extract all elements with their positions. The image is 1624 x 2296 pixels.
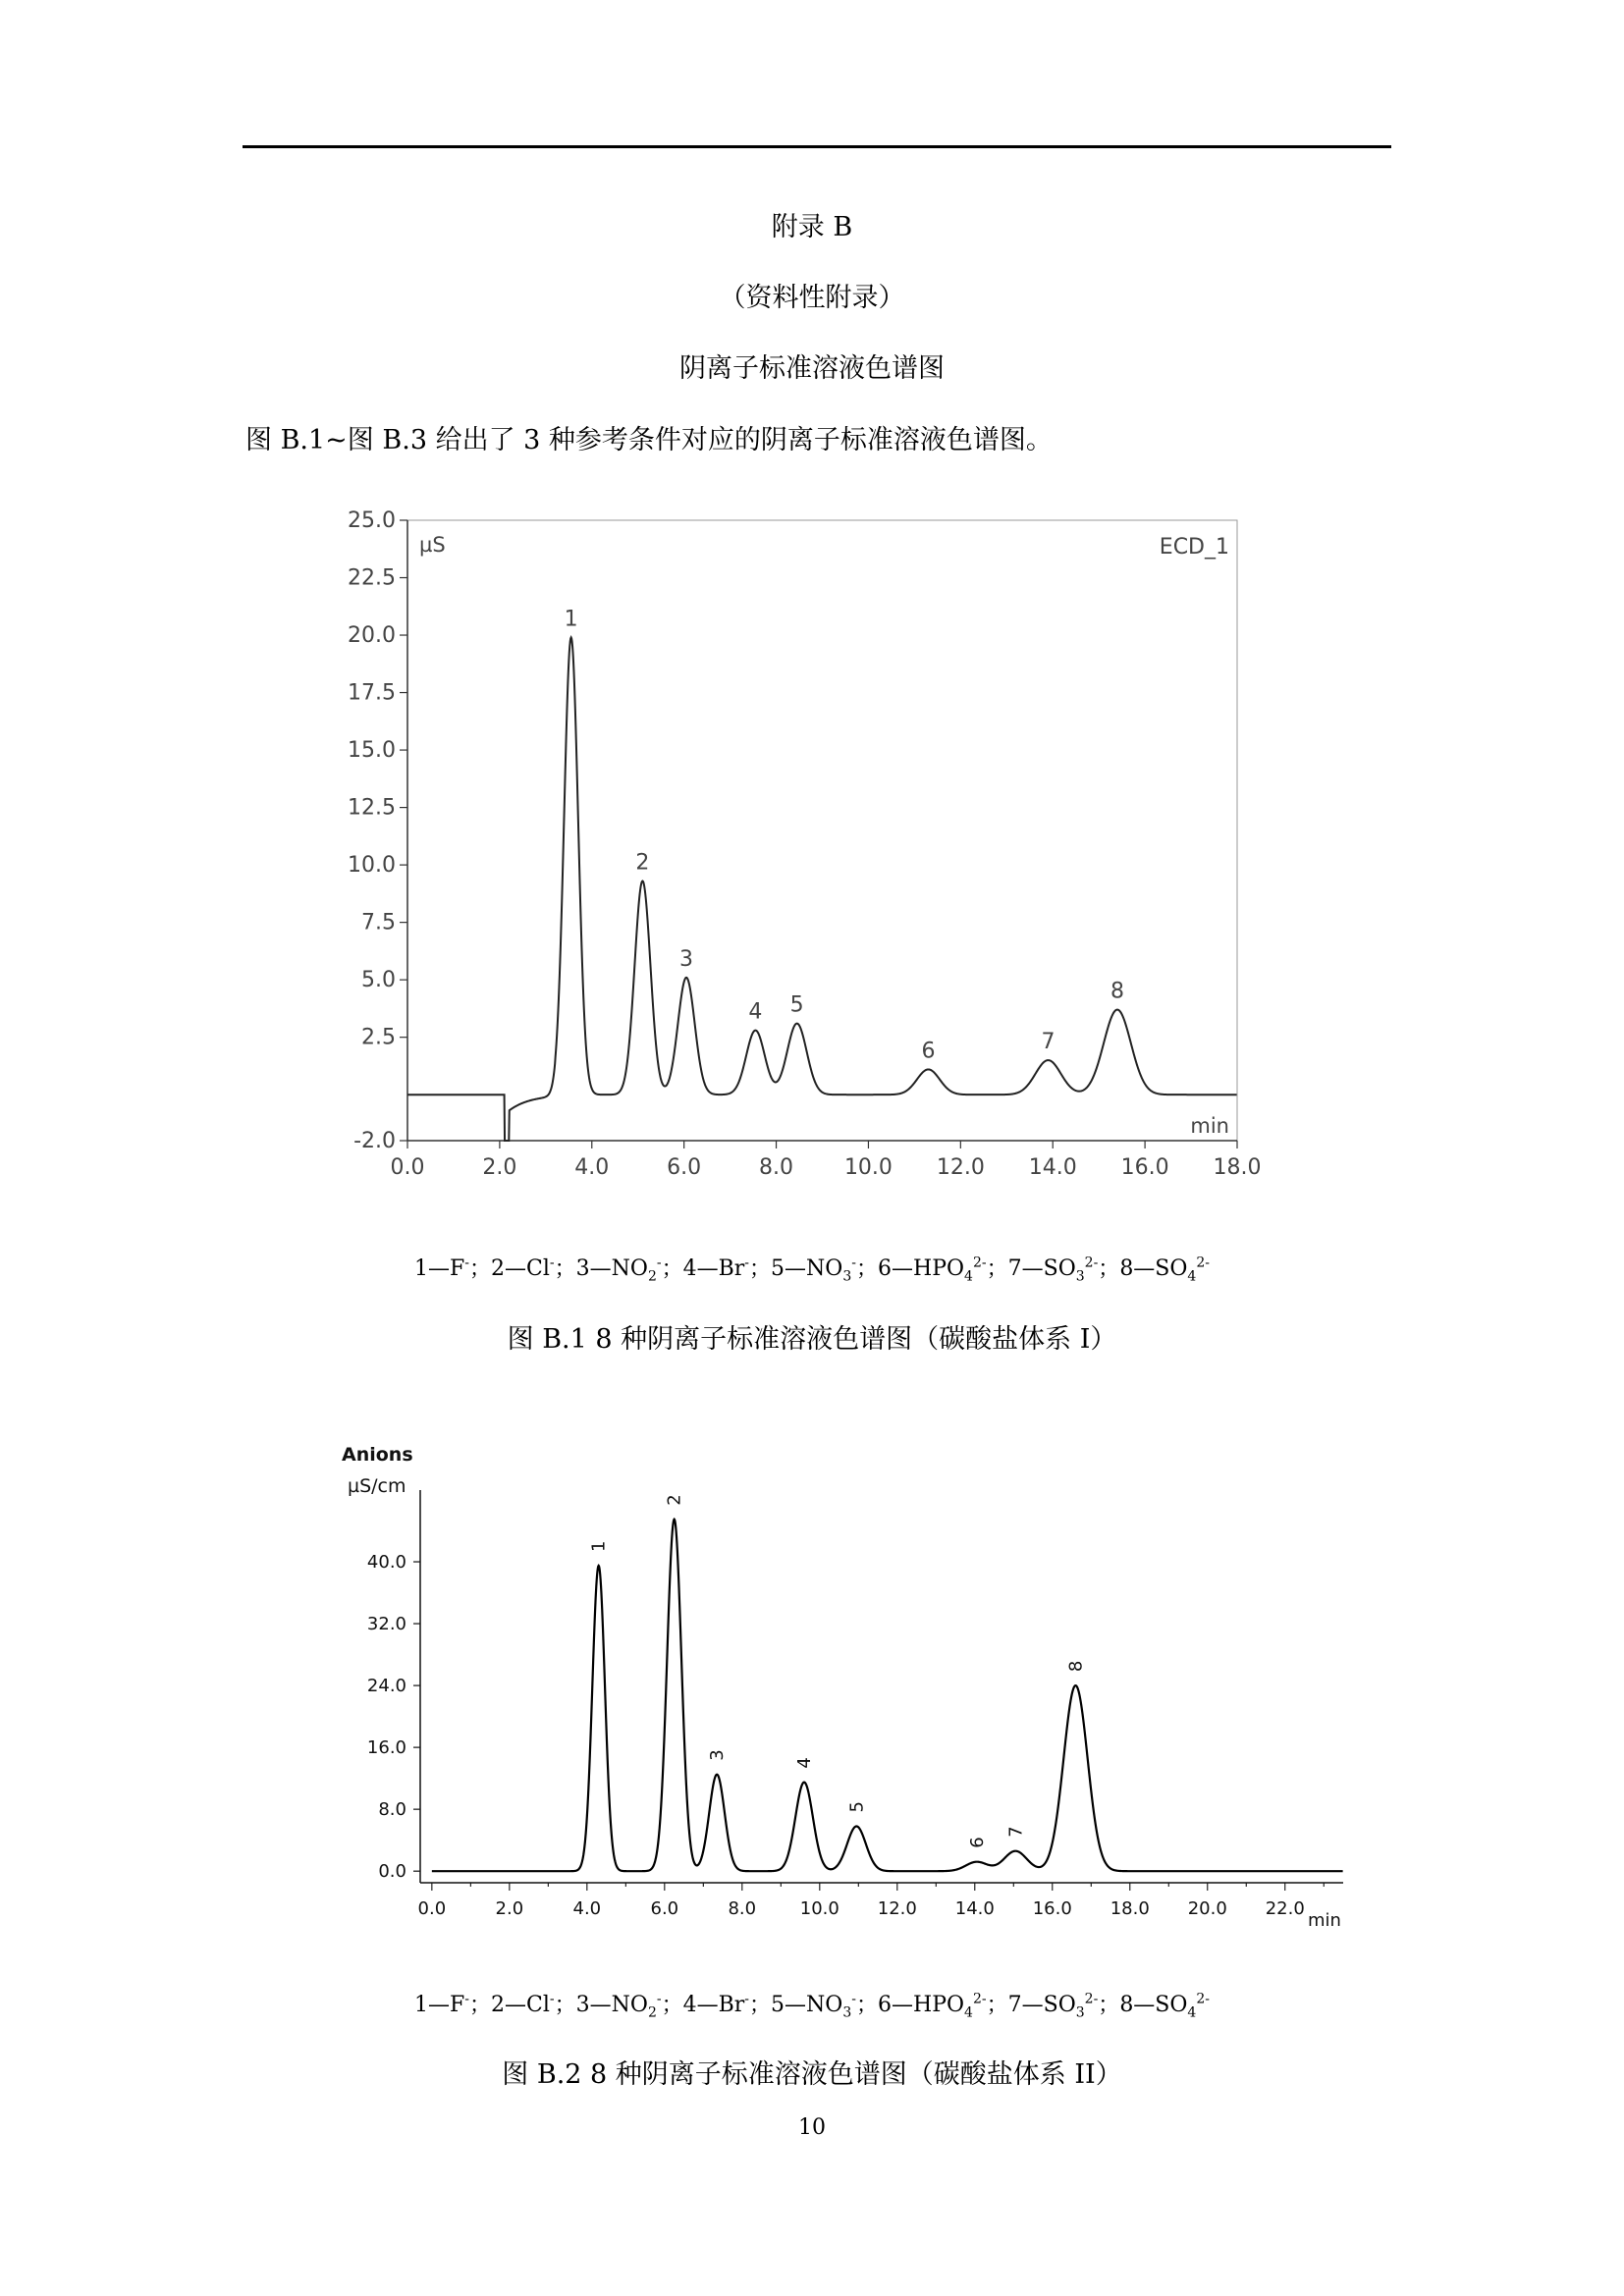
y-tick-label: 15.0 [348,738,396,764]
appendix-heading: 阴离子标准溶液色谱图 [679,353,945,384]
legend-separator: ； [661,1256,683,1282]
y-tick-label: 40.0 [366,1552,406,1574]
y-tick-label: 12.5 [348,795,396,821]
legend-separator: ； [661,1993,683,2018]
legend-item: 4—Br- [682,1992,750,2018]
x-tick-label: 8.0 [759,1155,794,1180]
x-tick-label: 4.0 [574,1155,610,1180]
peak-label: 6 [921,1039,936,1064]
peak-label: 3 [707,1749,729,1761]
legend-item: 1—F- [414,1255,469,1282]
x-tick-label: 16.0 [1120,1155,1169,1180]
x-tick-label: 6.0 [650,1898,679,1919]
legend-separator: ； [1098,1256,1120,1282]
legend-item: $5—NO_3^-$ [771,1992,856,2021]
plot-frame [407,520,1237,1141]
x-axis-unit-label: min [1190,1114,1229,1138]
x-tick-label: 2.0 [495,1898,524,1919]
legend-item: $8—SO_4^{2-}$ [1119,1255,1210,1285]
x-tick-label: 6.0 [667,1155,702,1180]
legend-separator: ； [986,1993,1008,2018]
y-tick-label: 20.0 [348,623,396,649]
legend-separator: ； [469,1256,492,1282]
y-axis-unit-label: µS [419,533,446,557]
x-tick-label: 10.0 [843,1155,893,1180]
page-number: 10 [798,2115,826,2140]
legend-separator: ； [749,1993,772,2018]
legend-separator: ； [1098,1993,1120,2018]
y-tick-label: 17.5 [348,680,396,706]
y-tick-label: 32.0 [366,1614,406,1635]
header-rule [243,145,1391,148]
x-tick-label: 8.0 [728,1898,757,1919]
legend-separator: ； [554,1993,576,2018]
legend-item: 1—F- [414,1992,469,2018]
figure-b1-caption: 图 B.1 8 种阴离子标准溶液色谱图（碳酸盐体系 I） [507,1324,1117,1355]
x-tick-label: 22.0 [1265,1898,1305,1919]
chromatogram-figure-b1 [334,501,1296,1207]
legend-item: $3—NO_2^-$ [575,1255,662,1285]
intro-paragraph: 图 B.1~图 B.3 给出了 3 种参考条件对应的阴离子标准溶液色谱图。 [245,425,1053,455]
peak-label: 4 [748,999,763,1025]
y-tick-label: 24.0 [366,1676,406,1697]
legend-item: 4—Br- [682,1255,750,1282]
legend-separator: ； [856,1993,879,2018]
peak-label: 7 [1005,1826,1027,1838]
legend-separator: ； [749,1256,772,1282]
peak-label: 4 [794,1757,816,1769]
y-tick-label: 16.0 [366,1737,406,1759]
x-tick-label: 18.0 [1110,1898,1150,1919]
x-tick-label: 0.0 [417,1898,447,1919]
x-axis-unit-label: min [1308,1910,1341,1931]
chart-title: Anions [342,1444,413,1466]
y-tick-label: 7.5 [361,910,396,935]
legend-separator: ； [856,1256,879,1282]
x-tick-label: 12.0 [936,1155,985,1180]
y-tick-label: 22.5 [348,565,396,591]
y-tick-label: 10.0 [348,853,396,879]
y-tick-label: -2.0 [353,1129,396,1153]
y-tick-label: 2.5 [361,1025,396,1050]
figure-b2-legend [0,1985,1624,2028]
x-tick-label: 14.0 [954,1898,995,1919]
x-tick-label: 4.0 [572,1898,602,1919]
peak-label: 8 [1110,979,1124,1004]
legend-separator: ； [554,1256,576,1282]
appendix-title: 附录 B [771,212,853,242]
x-tick-label: 10.0 [799,1898,839,1919]
chromatogram-trace [432,1520,1343,1871]
peak-label: 1 [588,1540,610,1552]
legend-item: $3—NO_2^-$ [575,1992,662,2021]
x-tick-label: 12.0 [877,1898,917,1919]
y-tick-label: 0.0 [378,1861,406,1883]
peak-label: 6 [966,1837,988,1848]
legend-item: $5—NO_3^-$ [771,1255,856,1285]
y-axis-unit-label: µS/cm [348,1475,406,1497]
legend-item: $6—HPO_4^{2-}$ [878,1255,987,1285]
chromatogram-figure-b2 [324,1433,1355,1944]
y-tick-label: 5.0 [361,968,396,993]
peak-label: 2 [635,850,650,876]
legend-item: $7—SO_3^{2-}$ [1007,1992,1099,2021]
legend-item: $7—SO_3^{2-}$ [1007,1255,1099,1285]
x-tick-label: 16.0 [1032,1898,1072,1919]
legend-separator: ； [469,1993,492,2018]
chromatogram-trace [407,637,1237,1141]
x-tick-label: 2.0 [482,1155,517,1180]
x-tick-label: 14.0 [1028,1155,1077,1180]
y-tick-label: 25.0 [348,508,396,533]
peak-label: 7 [1041,1030,1056,1055]
x-tick-label: 0.0 [390,1155,425,1180]
legend-item: $8—SO_4^{2-}$ [1119,1992,1210,2021]
peak-label: 5 [789,992,804,1018]
peak-label: 8 [1065,1660,1087,1673]
x-tick-label: 20.0 [1187,1898,1227,1919]
legend-separator: ； [986,1256,1008,1282]
y-tick-label: 8.0 [378,1799,406,1821]
channel-label: ECD_1 [1159,535,1229,560]
appendix-type: （资料性附录） [719,283,905,313]
figure-b2-caption: 图 B.2 8 种阴离子标准溶液色谱图（碳酸盐体系 II） [502,2059,1122,2090]
legend-item: $6—HPO_4^{2-}$ [878,1992,987,2021]
peak-label: 3 [679,946,694,972]
x-tick-label: 18.0 [1213,1155,1262,1180]
legend-item: 2—Cl- [491,1255,555,1282]
peak-label: 2 [664,1494,685,1506]
legend-item: 2—Cl- [491,1992,555,2018]
figure-b1-legend [0,1249,1624,1292]
peak-label: 1 [564,607,578,632]
peak-label: 5 [846,1801,868,1813]
